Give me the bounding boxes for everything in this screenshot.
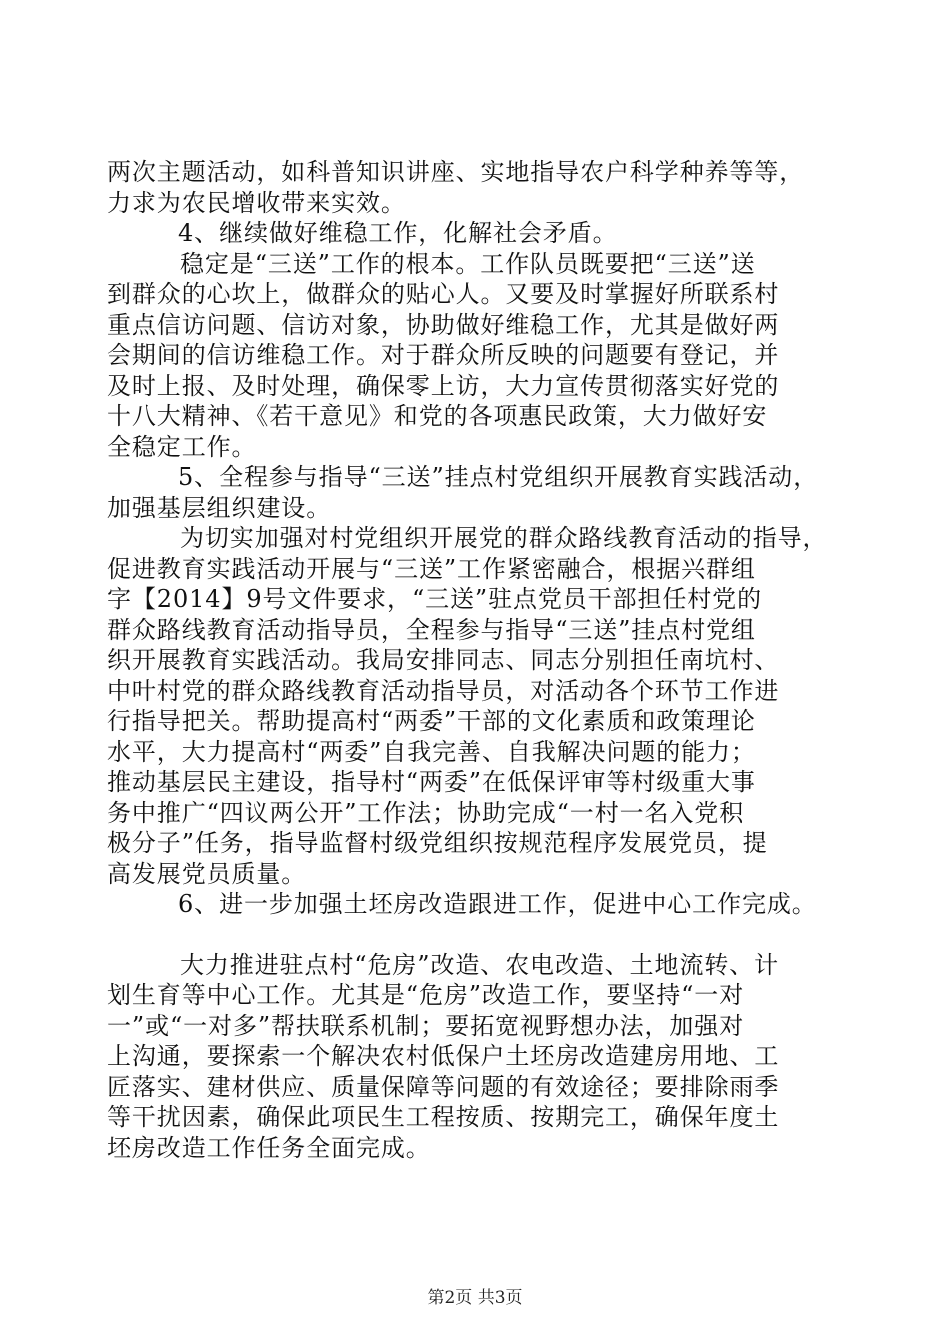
paragraph-line: 坯房改造工作任务全面完成。 <box>107 1133 431 1162</box>
paragraph-line: 及时上报、及时处理，确保零上访，大力宣传贯彻落实好党的 <box>107 371 780 400</box>
paragraph-line: 一”或“一对多”帮扶联系机制；要拓宽视野想办法，加强对 <box>107 1011 745 1040</box>
paragraph-line: 力求为农民增收带来实效。 <box>107 188 406 217</box>
paragraph-line: 为切实加强对村党组织开展党的群众路线教育活动的指导， <box>180 524 828 552</box>
paragraph-line: 中叶村党的群众路线教育活动指导员，对活动各个环节工作进 <box>107 676 780 705</box>
paragraph-line: 匠落实、建材供应、质量保障等问题的有效途径；要排除雨季 <box>107 1072 780 1101</box>
paragraph-line: 等干扰因素，确保此项民生工程按质、按期完工，确保年度土 <box>107 1103 780 1131</box>
paragraph-line: 上沟通，要探索一个解决农村低保户土坯房改造建房用地、工 <box>107 1042 780 1070</box>
paragraph-line: 促进教育实践活动开展与“三送”工作紧密融合，根据兴群组 <box>107 554 756 583</box>
paragraph-line: 两次主题活动，如科普知识讲座、实地指导农户科学种养等等， <box>107 158 805 186</box>
paragraph-line: 水平，大力提高村“两委”自我完善、自我解决问题的能力； <box>107 737 756 766</box>
paragraph-line: 到群众的心坎上，做群众的贴心人。又要及时掌握好所联系村 <box>107 280 780 308</box>
paragraph-line: 稳定是“三送”工作的根本。工作队员既要把“三送”送 <box>180 249 756 278</box>
paragraph-line: 会期间的信访维稳工作。对于群众所反映的问题要有登记，并 <box>107 341 780 369</box>
section-heading-5: 5、全程参与指导“三送”挂点村党组织开展教育实践活动， <box>178 463 819 491</box>
document-body <box>107 157 852 1163</box>
paragraph-line: 字【2014】9号文件要求，“三送”驻点党员干部担任村党的 <box>107 585 762 613</box>
paragraph-line: 务中推广“四议两公开”工作法；协助完成“一村一名入党积 <box>107 798 745 827</box>
paragraph-line: 极分子”任务，指导监督村级党组织按规范程序发展党员，提 <box>107 829 768 857</box>
page-number-footer: 第2页 共3页 <box>427 1288 523 1308</box>
paragraph-line: 加强基层组织建设。 <box>107 493 332 522</box>
paragraph-line: 十八大精神、《若干意见》和党的各项惠民政策，大力做好安 <box>107 402 768 430</box>
paragraph-line: 划生育等中心工作。尤其是“危房”改造工作，要坚持“一对 <box>107 981 745 1009</box>
paragraph-line: 群众路线教育活动指导员，全程参与指导“三送”挂点村党组 <box>107 615 756 644</box>
paragraph-line: 推动基层民主建设，指导村“两委”在低保评审等村级重大事 <box>107 768 756 796</box>
section-heading-4: 4、继续做好维稳工作，化解社会矛盾。 <box>178 219 618 247</box>
paragraph-line: 织开展教育实践活动。我局安排同志、同志分别担任南坑村、 <box>107 646 780 674</box>
paragraph-line: 重点信访问题、信访对象，协助做好维稳工作，尤其是做好两 <box>107 310 780 339</box>
paragraph-line: 大力推进驻点村“危房”改造、农电改造、土地流转、计 <box>180 950 780 979</box>
paragraph-line: 全稳定工作。 <box>107 432 257 461</box>
section-heading-6: 6、进一步加强土坯房改造跟进工作，促进中心工作完成。 <box>178 890 817 918</box>
paragraph-line: 高发展党员质量。 <box>107 859 307 888</box>
blank-line <box>107 920 852 950</box>
paragraph-line: 行指导把关。帮助提高村“两委”干部的文化素质和政策理论 <box>107 707 756 735</box>
